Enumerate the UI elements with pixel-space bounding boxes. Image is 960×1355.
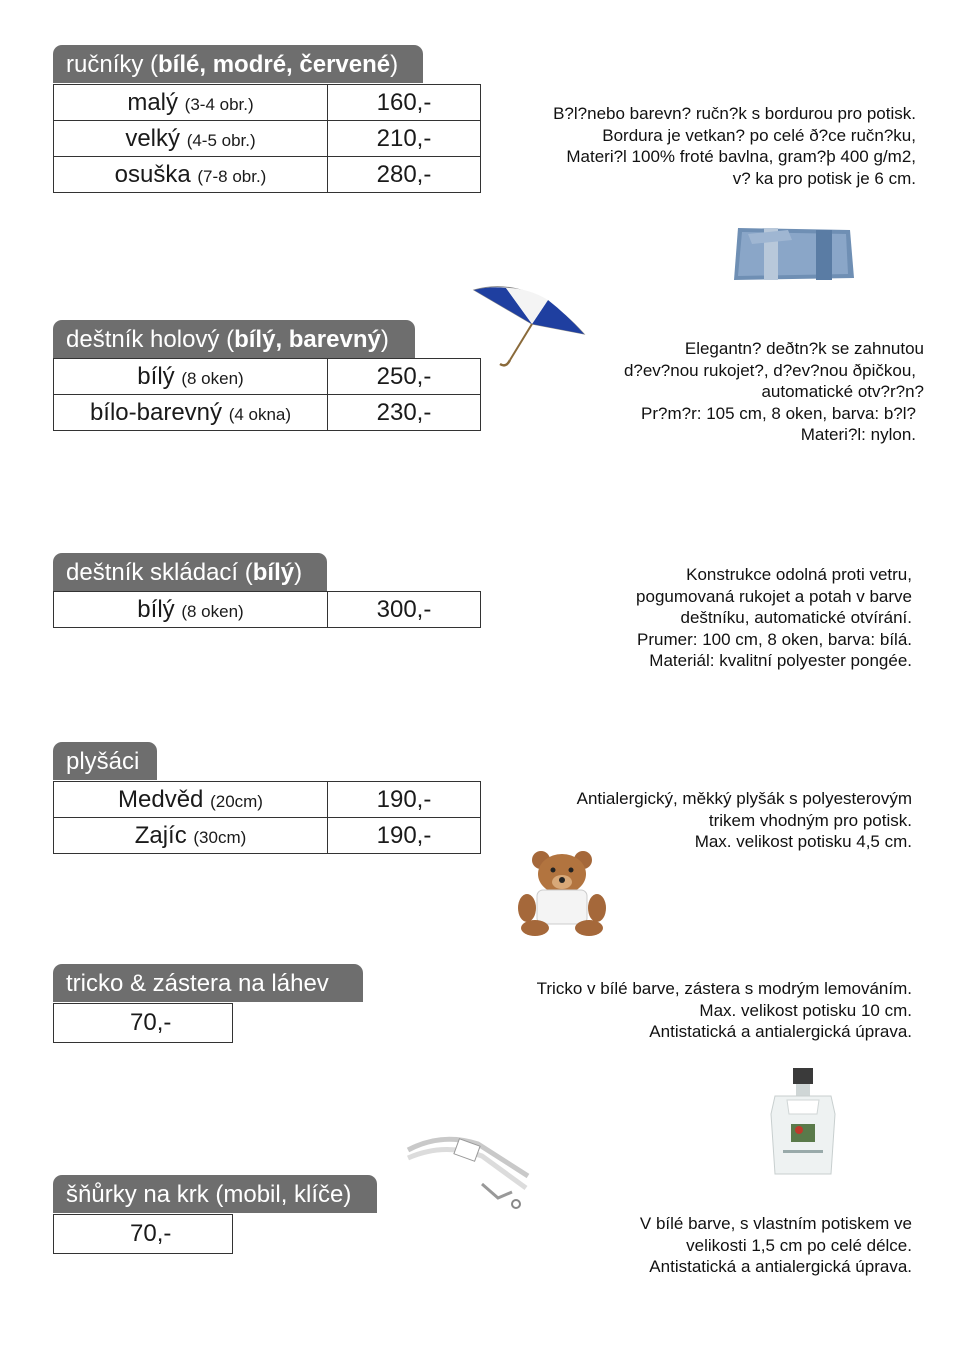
table-row (54, 782, 481, 818)
item-price: 190,- (328, 782, 481, 818)
price-table-stick-umbrella (53, 358, 481, 431)
item-detail: (3-4 obr.) (184, 94, 254, 114)
section-title-stick-umbrella: deštník holový (bílý, barevný) (53, 320, 415, 358)
item-name: osuška (114, 160, 191, 188)
item-price: 230,- (328, 395, 481, 431)
item-price: 70,- (54, 1004, 233, 1043)
price-table-bottle-shirt (53, 1003, 233, 1043)
item-price: 250,- (328, 359, 481, 395)
item-name: bílo-barevný (89, 398, 223, 426)
bottle-apron-image (765, 1066, 841, 1182)
section-title-bottle-shirt: tricko & zástera na láhev (53, 964, 363, 1002)
item-name: bílý (137, 595, 175, 623)
item-price: 280,- (328, 157, 481, 193)
item-detail: (7-8 obr.) (197, 166, 267, 186)
section-title-towels: ručníky (bílé, modré, červené) (53, 45, 423, 83)
table-row (54, 121, 481, 157)
description-folding-umbrella: Konstrukce odolná proti vetru, pogumovaná rukojet a potah v barve deštníku, automatické otvírání. Prumer: 100 cm, 8 oken, barva: bílá. Materiál: kvalitní polyester pongée. (636, 565, 912, 670)
description-towels: B?l?nebo barevn? ručn?k s bordurou pro potisk. Bordura je vetkan? po celé ð?ce ručn?ku, Materi?l 100% froté bavlna, gram?þ 400 g/m2, v? ka pro potisk je 6 cm. (553, 104, 916, 188)
table-row (54, 395, 481, 431)
description-bottle-shirt: Tricko v bílé barve, zástera s modrým lemováním. Max. velikost potisku 10 cm. Antistatická a antialergická úprava. (536, 979, 912, 1041)
item-name: malý (127, 88, 178, 116)
teddy-bear-image (515, 850, 611, 936)
section-title-folding-umbrella: deštník skládací (bílý) (53, 553, 327, 591)
towel-image (728, 220, 858, 285)
item-detail: (20cm) (210, 791, 263, 811)
table-row (54, 818, 481, 854)
table-row (54, 157, 481, 193)
price-table-lanyards (53, 1214, 233, 1254)
table-row (54, 359, 481, 395)
item-detail: (30cm) (193, 827, 247, 847)
price-table-folding-umbrella (53, 591, 481, 628)
section-title-plush-toys: plyšáci (53, 742, 157, 780)
table-row (54, 1215, 233, 1254)
description-plush-toys: Antialergický, měkký plyšák s polyesterovým trikem vhodným pro potisk. Max. velikost potisku 4,5 cm. (576, 789, 912, 851)
item-detail: (4-5 obr.) (186, 130, 256, 150)
section-title-lanyards: šňůrky na krk (mobil, klíče) (53, 1175, 377, 1213)
description-stick-umbrella: Elegantn? deðtn?k se zahnutou d?ev?nou rukojet?, d?ev?nou ðpičkou, automatické otv?r?n? Pr?m?r: 105 cm, 8 oken, barva: b?l? Materi?l: nylon. (623, 339, 924, 444)
table-row (54, 592, 481, 628)
price-table-towels (53, 84, 481, 193)
item-detail: (4 okna) (228, 404, 292, 424)
item-detail: (8 oken) (181, 368, 244, 388)
price-table-plush-toys (53, 781, 481, 854)
lanyard-image (402, 1132, 532, 1214)
item-price: 210,- (328, 121, 481, 157)
table-row (54, 85, 481, 121)
item-price: 160,- (328, 85, 481, 121)
item-detail: (8 oken) (181, 601, 244, 621)
table-row (54, 1004, 233, 1043)
description-lanyards: V bílé barve, s vlastním potiskem ve velikosti 1,5 cm po celé délce. Antistatická a antialergická úprava. (639, 1214, 912, 1276)
item-name: bílý (137, 362, 175, 390)
item-name: velký (125, 124, 181, 152)
item-price: 190,- (328, 818, 481, 854)
item-name: Medvěd (118, 785, 204, 813)
item-price: 70,- (54, 1215, 233, 1254)
umbrella-image (470, 278, 590, 373)
item-name: Zajíc (134, 821, 187, 849)
item-price: 300,- (328, 592, 481, 628)
